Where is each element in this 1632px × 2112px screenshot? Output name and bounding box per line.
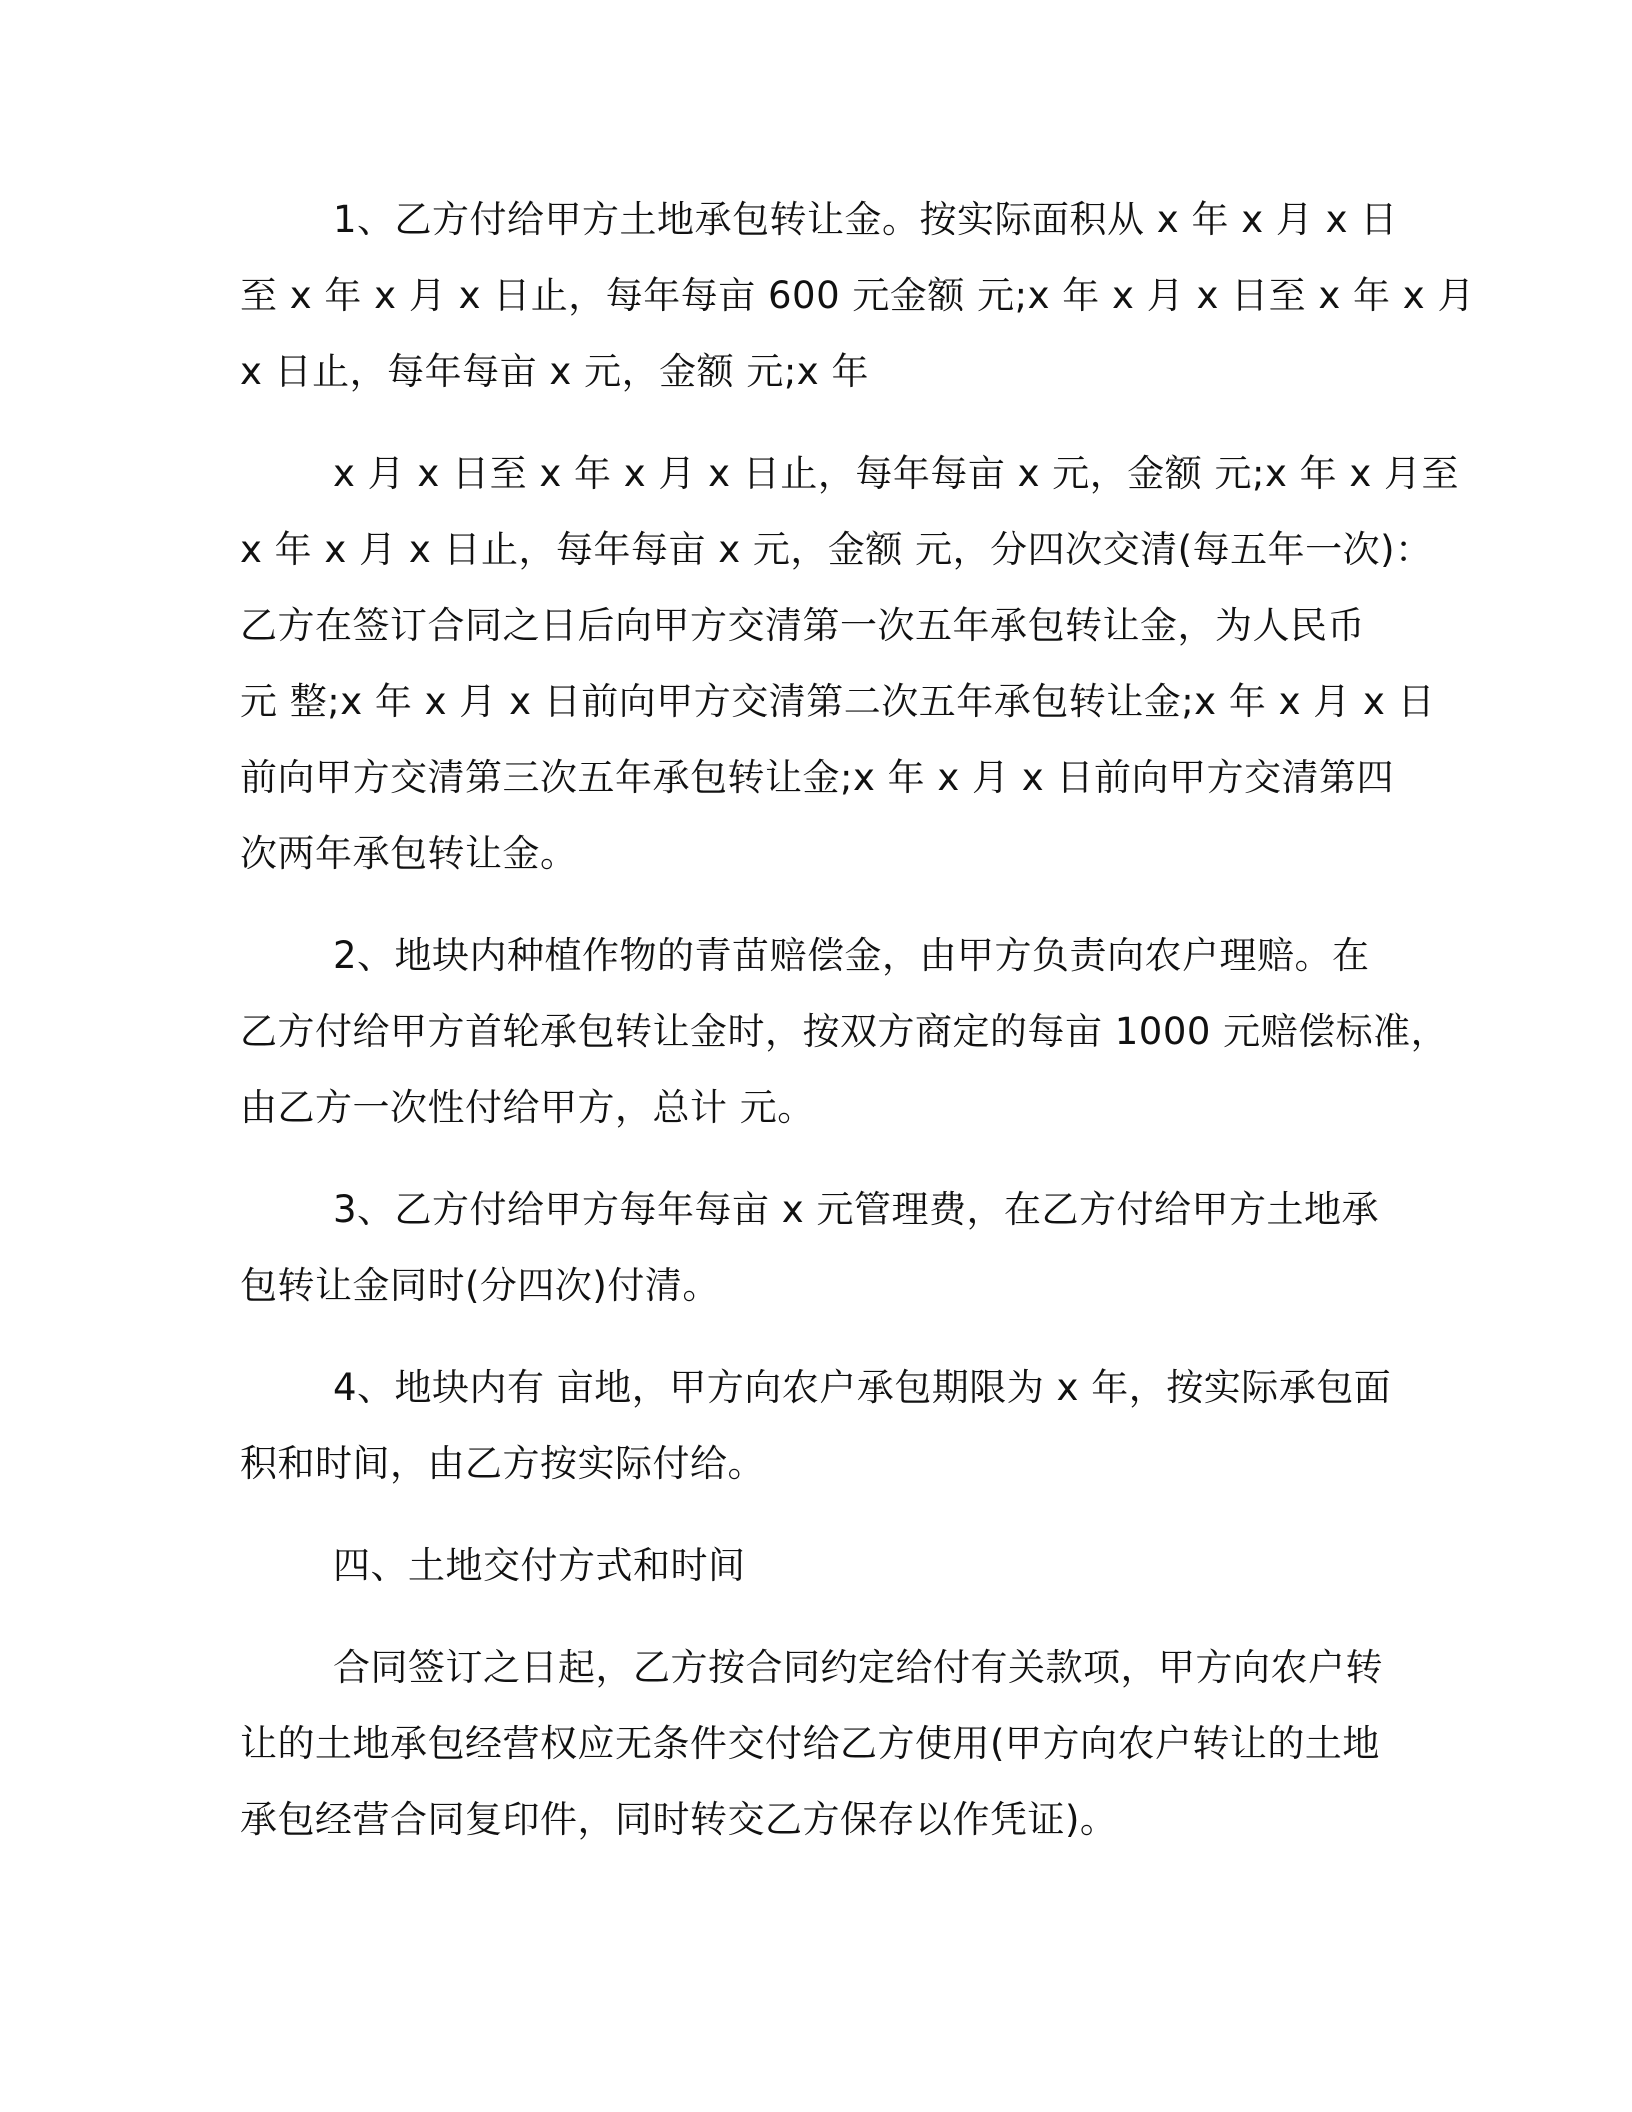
text-line: 前向甲方交清第三次五年承包转让金;x 年 x 月 x 日前向甲方交清第四 <box>240 756 1394 799</box>
text-line: 乙方付给甲方首轮承包转让金时，按双方商定的每亩 1000 元赔偿标准， <box>240 1010 1449 1053</box>
text-line: 乙方在签订合同之日后向甲方交清第一次五年承包转让金，为人民币 <box>240 604 1365 647</box>
text-line: 至 x 年 x 月 x 日止，每年每亩 600 元金额 元;x 年 x 月 x 日至 x 年 x 月 <box>240 274 1475 317</box>
text-line: x 年 x 月 x 日止，每年每亩 x 元，金额 元，分四次交清(每五年一次)： <box>240 528 1433 571</box>
text-line: 积和时间，由乙方按实际付给。 <box>240 1442 765 1485</box>
text-line: 次两年承包转让金。 <box>240 832 578 875</box>
text-line: 1、乙方付给甲方土地承包转让金。按实际面积从 x 年 x 月 x 日 <box>333 198 1398 241</box>
text-line: 让的土地承包经营权应无条件交付给乙方使用(甲方向农户转让的土地 <box>240 1722 1380 1765</box>
text-line: 包转让金同时(分四次)付清。 <box>240 1264 720 1307</box>
text-line: 由乙方一次性付给甲方，总计 元。 <box>240 1086 815 1129</box>
section-heading: 四、土地交付方式和时间 <box>333 1544 746 1587</box>
text-line: 4、地块内有 亩地，甲方向农户承包期限为 x 年，按实际承包面 <box>333 1366 1392 1409</box>
text-line: 3、乙方付给甲方每年每亩 x 元管理费，在乙方付给甲方土地承 <box>333 1188 1379 1231</box>
text-line: x 月 x 日至 x 年 x 月 x 日止，每年每亩 x 元，金额 元;x 年 x 月至 <box>333 452 1460 495</box>
text-line: 合同签订之日起，乙方按合同约定给付有关款项，甲方向农户转 <box>333 1646 1383 1689</box>
text-line: 元 整;x 年 x 月 x 日前向甲方交清第二次五年承包转让金;x 年 x 月 x 日 <box>240 680 1436 723</box>
text-line: 承包经营合同复印件，同时转交乙方保存以作凭证)。 <box>240 1798 1118 1841</box>
text-line: x 日止，每年每亩 x 元，金额 元;x 年 <box>240 350 869 393</box>
text-line: 2、地块内种植作物的青苗赔偿金，由甲方负责向农户理赔。在 <box>333 934 1370 977</box>
